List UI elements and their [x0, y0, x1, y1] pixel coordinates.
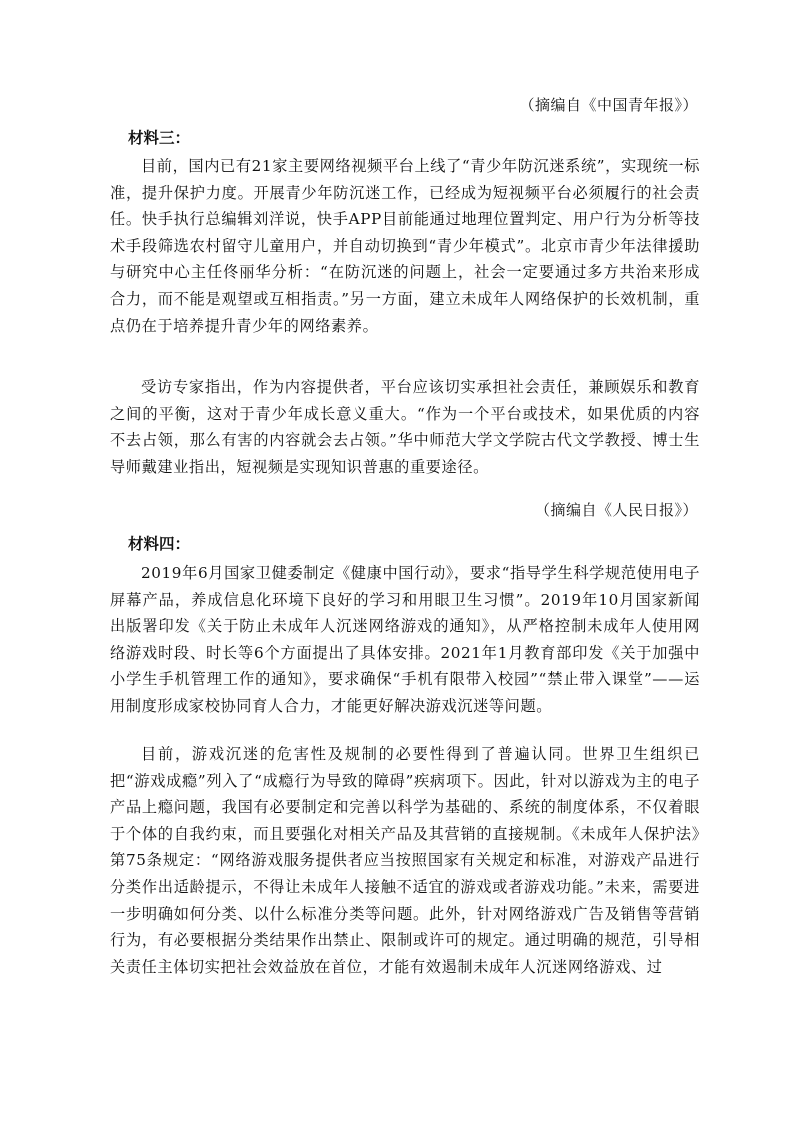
source-citation-china-youth-daily: （摘编自《中国青年报》） — [519, 96, 698, 114]
section-heading-material-4: 材料四： — [128, 534, 191, 553]
section-heading-material-3: 材料三： — [128, 128, 191, 147]
source-citation-peoples-daily: （摘编自《人民日报》） — [534, 501, 698, 519]
paragraph-material-4-1: 2019年6月国家卫健委制定《健康中国行动》，要求“指导学生科学规范使用电子屏幕产品，养成信息化环境下良好的学习和用眼卫生习惯”。2019年10月国家新闻出版署印发《关于防止未成年人沉迷网络游戏的通知》，从严格控制未成年人使用网络游戏时段、时长等6个方面提出了具体安排。2021年1月教育部印发《关于加强中小学生手机管理工作的通知》，要求确保“手机有限带入校园”“禁止带入课堂”——运用制度形成家校协同育人合力，才能更好解决游戏沉迷等问题。 — [110, 564, 700, 715]
paragraph-material-4-2: 目前，游戏沉迷的危害性及规制的必要性得到了普遍认同。世界卫生组织已把“游戏成瘾”列入了“成瘾行为导致的障碍”疾病项下。因此，针对以游戏为主的电子产品上瘾问题，我国有必要制定和完善以科学为基础的、系统的制度体系，不仅着眼于个体的自我约束，而且要强化对相关产品及其营销的直接规制。《未成年人保护法》第75条规定：“网络游戏服务提供者应当按照国家有关规定和标准，对游戏产品进行分类作出适龄提示，不得让未成年人接触不适宜的游戏或者游戏功能。”未来，需要进一步明确如何分类、以什么标准分类等问题。此外，针对网络游戏广告及销售等营销行为，有必要根据分类结果作出禁止、限制或许可的规定。通过明确的规范，引导相关责任主体切实把社会效益放在首位，才能有效遏制未成年人沉迷网络游戏、过 — [110, 745, 700, 976]
paragraph-material-3-1: 目前，国内已有21家主要网络视频平台上线了“青少年防沉迷系统”，实现统一标准，提升保护力度。开展青少年防沉迷工作，已经成为短视频平台必须履行的社会责任。快手执行总编辑刘洋说，快手APP目前能通过地理位置判定、用户行为分析等技术手段筛选农村留守儿童用户，并自动切换到“青少年模式”。北京市青少年法律援助与研究中心主任佟丽华分析：“在防沉迷的问题上，社会一定要通过多方共治来形成合力，而不能是观望或互相指责。”另一方面，建立未成年人网络保护的长效机制，重点仍在于培养提升青少年的网络素养。 — [110, 157, 700, 335]
paragraph-material-3-2: 受访专家指出，作为内容提供者，平台应该切实承担社会责任，兼顾娱乐和教育之间的平衡，这对于青少年成长意义重大。“作为一个平台或技术，如果优质的内容不去占领，那么有害的内容就会去占领。”华中师范大学文学院古代文学教授、博士生导师戴建业指出，短视频是实现知识普惠的重要途径。 — [110, 378, 700, 476]
